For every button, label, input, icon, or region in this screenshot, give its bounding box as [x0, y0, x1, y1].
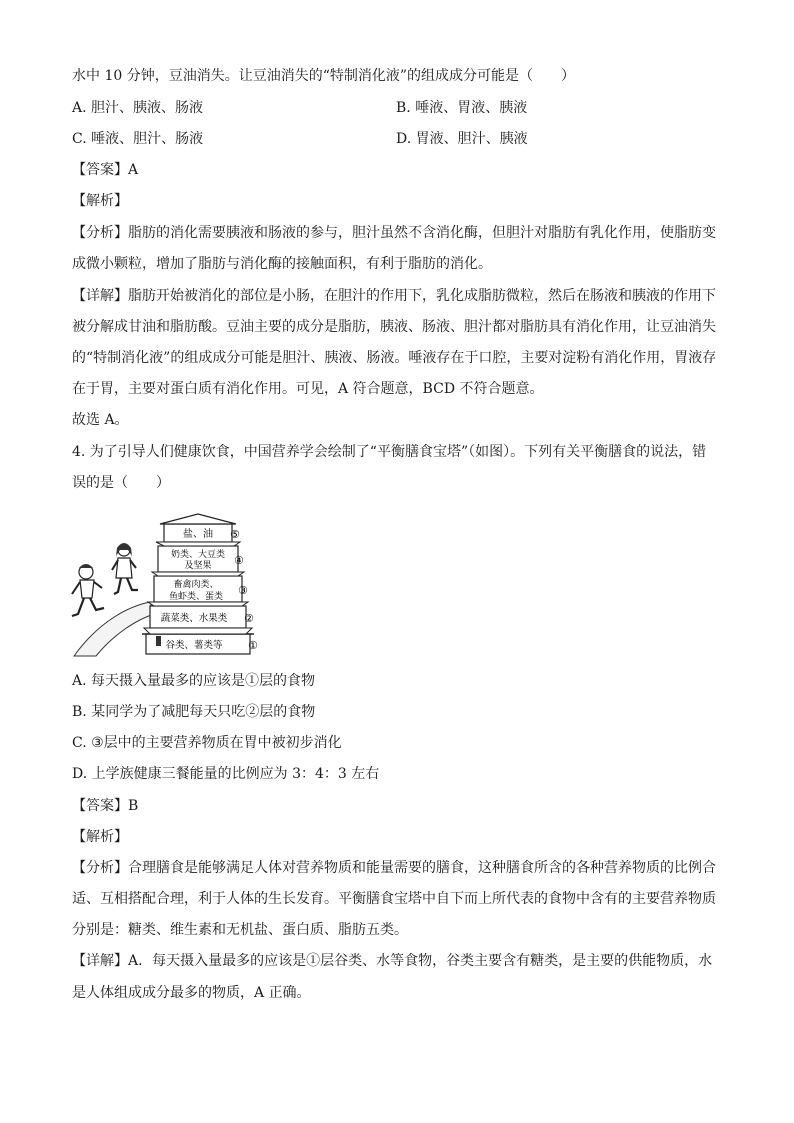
q3-fenxi-line-2: 成微小颗粒，增加了脂肪与消化酶的接触面积，有利于脂肪的消化。 — [72, 256, 492, 272]
bottle-icon — [156, 636, 161, 646]
q3-xiangjie-line-3: 的“特制消化液”的组成成分可能是胆汁、胰液、肠液。唾液存在于口腔，主要对淀粉有消化作用，胃液存 — [72, 350, 717, 366]
pagoda-layer-4a: 奶类、大豆类 — [170, 550, 226, 560]
q4-option-c: C. ③层中的主要营养物质在胃中被初步消化 — [72, 735, 342, 751]
q3-option-a: A. 胆汁、胰液、肠液 — [72, 100, 204, 116]
q4-option-b: B. 某同学为了减肥每天只吃②层的食物 — [72, 704, 316, 720]
q4-stem-line-2: 误的是（ ） — [72, 475, 170, 491]
q4-fenxi-line-1: 【分析】合理膳食是能够满足人体对营养物质和能量需要的膳食，这种膳食所含的各种营养物质的比例合 — [72, 860, 716, 876]
pagoda-layer-5: 盐、油 — [183, 529, 213, 540]
q3-xiangjie-line-1: 【详解】脂肪开始被消化的部位是小肠，在胆汁的作用下，乳化成脂肪微粒，然后在肠液和胰液的作用下 — [72, 288, 716, 304]
q4-option-a: A. 每天摄入量最多的应该是①层的食物 — [72, 673, 316, 689]
pagoda-layer-4b: 及坚果 — [184, 561, 212, 571]
q3-option-b: B. 唾液、胃液、胰液 — [396, 100, 528, 116]
q4-analysis-title: 【解析】 — [72, 829, 128, 845]
pagoda-number-5: ⑤ — [230, 528, 240, 541]
pagoda-layer-2: 蔬菜类、水果类 — [160, 613, 228, 624]
q3-fenxi-line-1: 【分析】脂肪的消化需要胰液和肠液的参与，胆汁虽然不含消化酶，但胆汁对脂肪有乳化作用，使脂肪变 — [72, 225, 716, 241]
road-path — [74, 602, 154, 656]
q4-xiangjie-line-2: 是人体组成成分最多的物质，A 正确。 — [72, 985, 311, 1001]
q3-stem-tail: 水中 10 分钟，豆油消失。让豆油消失的“特制消化液”的组成成分可能是（ ） — [72, 68, 576, 84]
q4-answer: 【答案】B — [72, 798, 139, 814]
q3-answer: 【答案】A — [72, 162, 139, 178]
pagoda-layer-3a: 畜禽肉类、 — [173, 580, 219, 590]
pagoda-number-3: ③ — [238, 584, 248, 597]
pagoda-layer-1: 谷类、薯类等 — [165, 640, 223, 651]
running-boy-icon — [72, 564, 104, 616]
pagoda-number-1: ① — [248, 639, 258, 652]
q3-option-d: D. 胃液、胆汁、胰液 — [396, 131, 528, 147]
q4-fenxi-line-2: 适、互相搭配合理，利于人体的生长发育。平衡膳食宝塔中自下而上所代表的食物中含有的主要营养物质 — [72, 891, 716, 907]
q4-fenxi-line-3: 分别是：糖类、维生素和无机盐、蛋白质、脂肪五类。 — [72, 922, 408, 938]
balanced-diet-pagoda-figure — [70, 510, 266, 658]
q4-stem-line-1: 4. 为了引导人们健康饮食，中国营养学会绘制了“平衡膳食宝塔”（如图）。下列有关平衡膳食的说法，错 — [72, 444, 707, 460]
q4-xiangjie-line-1: 【详解】A．每天摄入量最多的应该是①层谷类、水等食物，谷类主要含有糖类，是主要的供能物质，水 — [72, 953, 713, 969]
running-girl-icon — [112, 543, 138, 594]
q3-option-c: C. 唾液、胆汁、肠液 — [72, 131, 204, 147]
pagoda-number-4: ④ — [234, 554, 244, 567]
q4-option-d: D. 上学族健康三餐能量的比例应为 3：4：3 左右 — [72, 766, 380, 782]
q3-xiangjie-line-2: 被分解成甘油和脂肪酸。豆油主要的成分是脂肪，胰液、肠液、胆汁都对脂肪具有消化作用，让豆油消失 — [72, 319, 716, 335]
q3-analysis-title: 【解析】 — [72, 193, 128, 209]
pagoda-number-2: ② — [244, 612, 254, 625]
q3-choose: 故选 A。 — [72, 412, 129, 428]
q3-xiangjie-line-4: 在于胃，主要对蛋白质有消化作用。可见，A 符合题意，BCD 不符合题意。 — [72, 381, 544, 397]
pagoda-layer-3b: 鱼虾类、蛋类 — [168, 592, 224, 602]
